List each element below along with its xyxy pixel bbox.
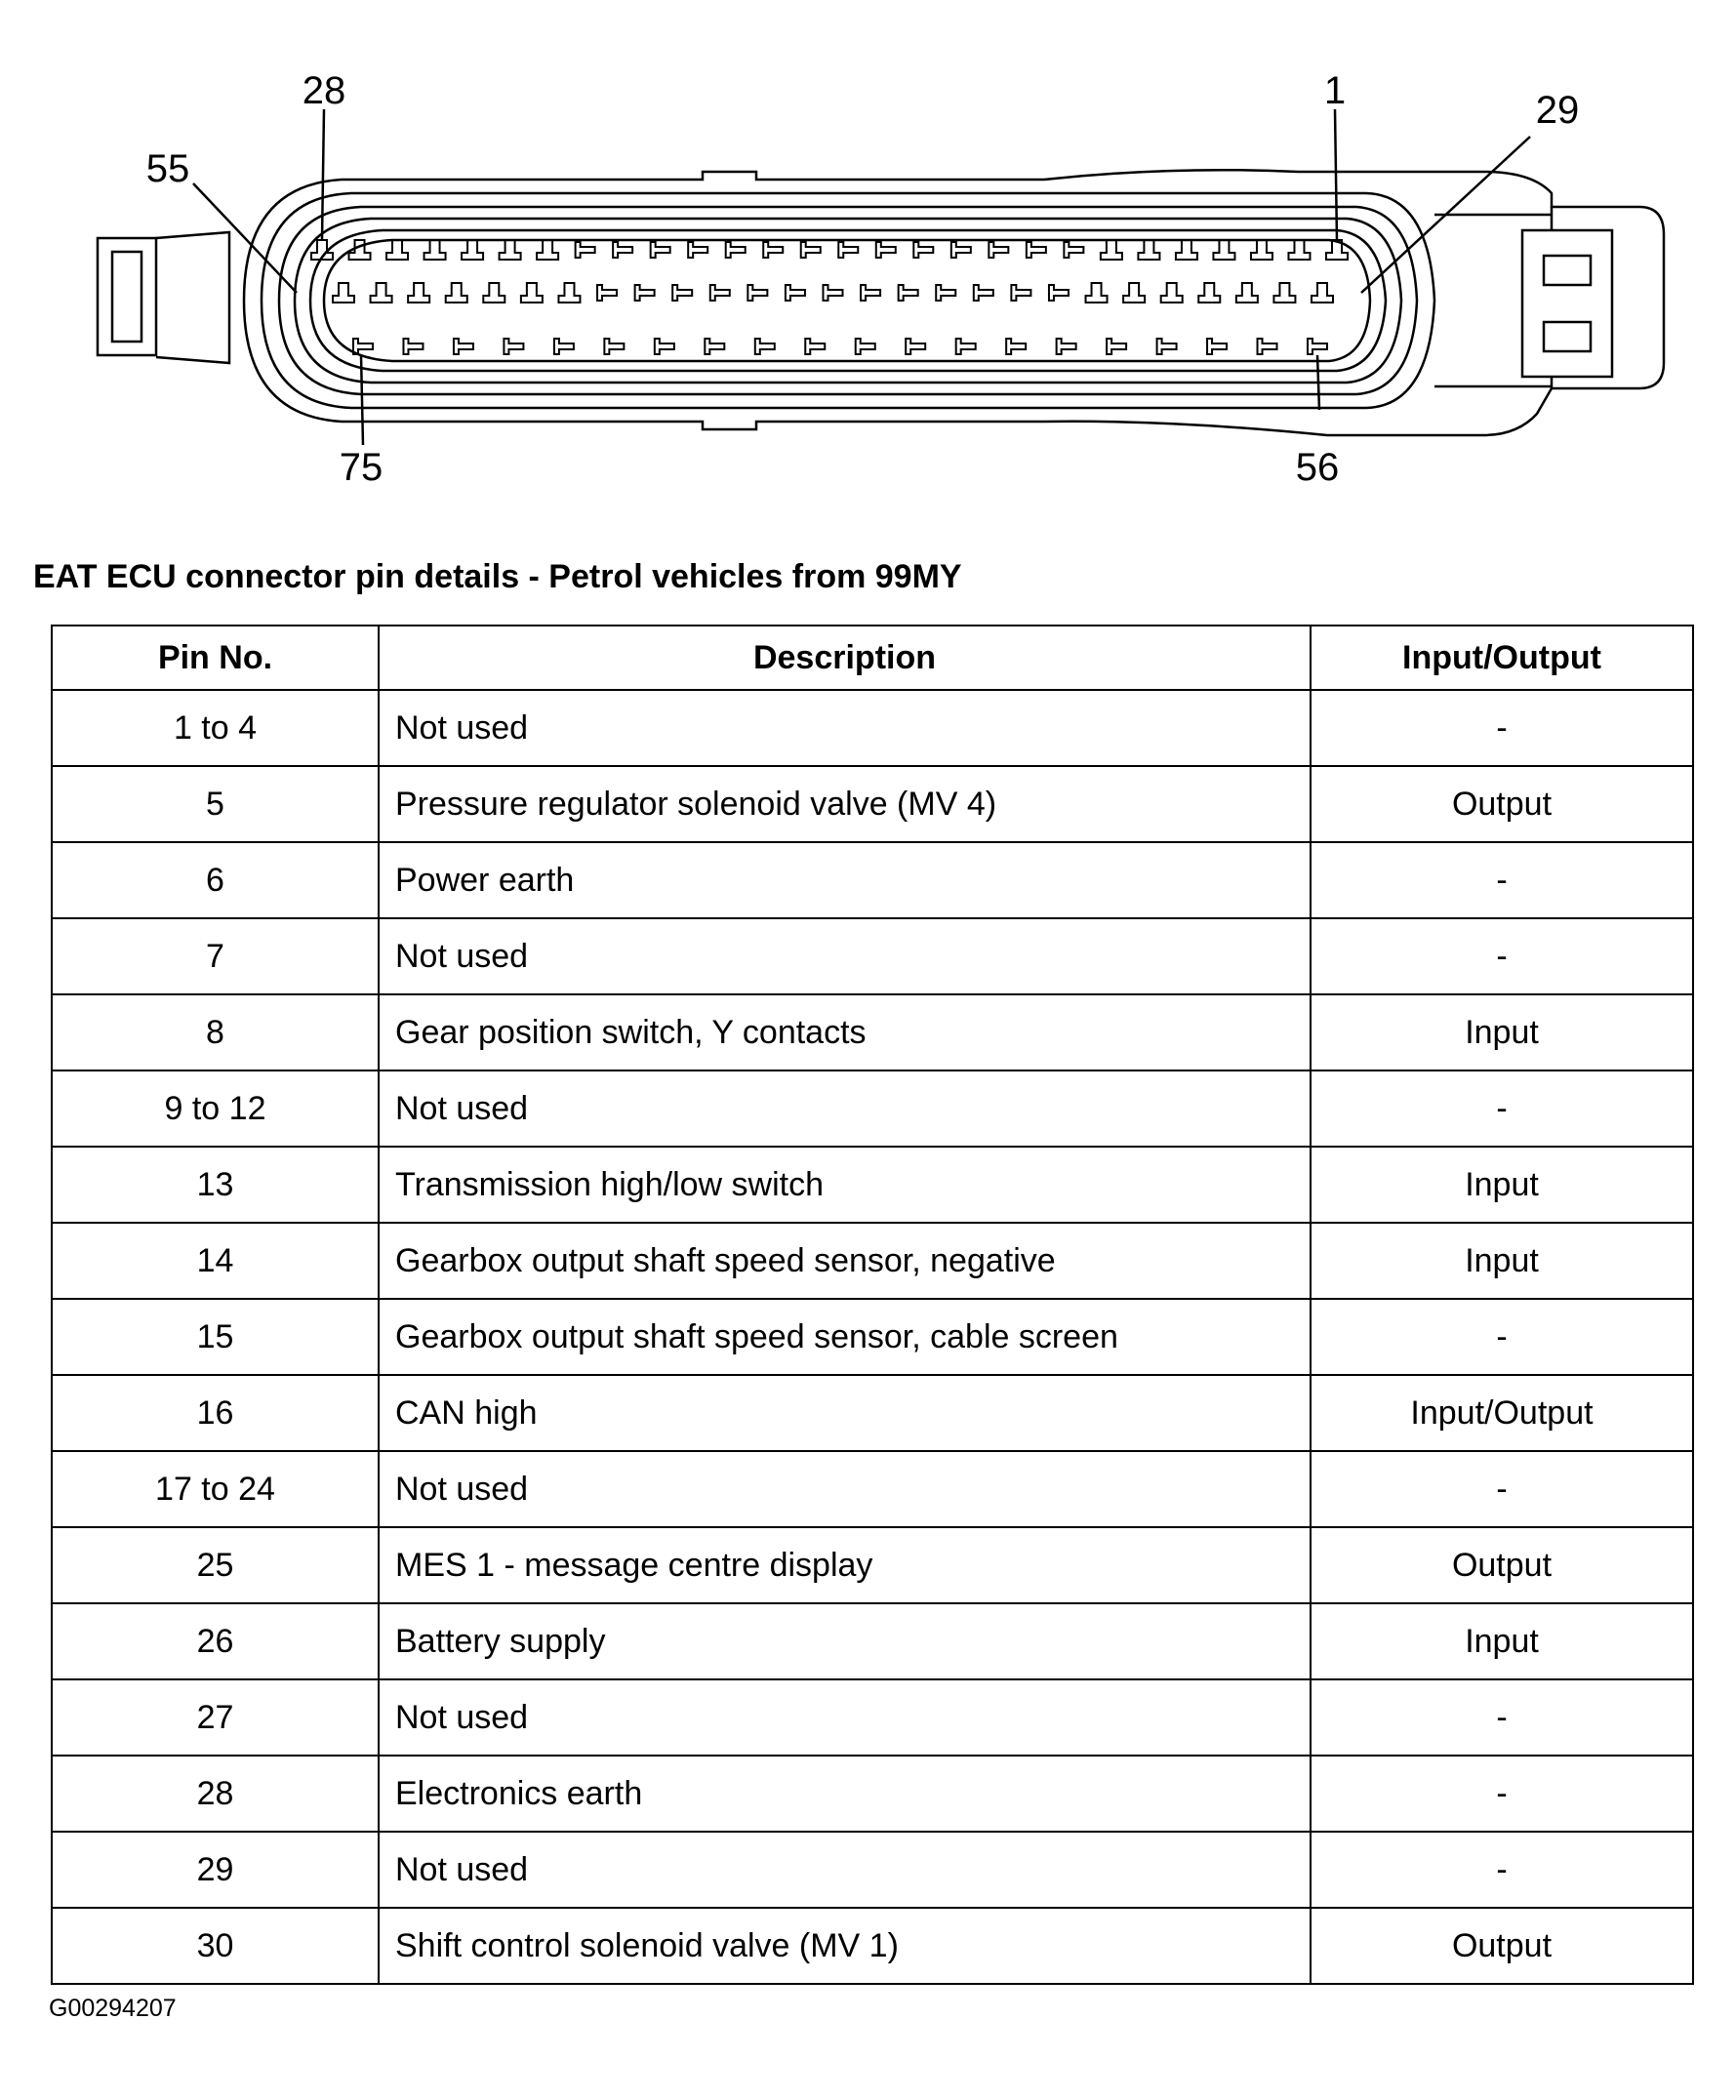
pin-terminal xyxy=(371,283,392,303)
description-cell: Electronics earth xyxy=(379,1756,1311,1832)
pin-terminal xyxy=(956,339,976,354)
table-body xyxy=(52,690,1693,1984)
table-row xyxy=(52,1070,1693,1147)
input-output-cell: Input xyxy=(1311,1147,1693,1223)
pin-terminal xyxy=(1251,240,1272,260)
pin-terminal xyxy=(913,242,933,258)
pin-number-cell: 9 to 12 xyxy=(52,1070,379,1147)
description-cell: Not used xyxy=(379,918,1311,994)
pin-number-cell: 29 xyxy=(52,1832,379,1908)
pin-terminal xyxy=(333,283,354,303)
description-cell: Gearbox output shaft speed sensor, negative xyxy=(379,1223,1311,1299)
pin-terminal xyxy=(1011,285,1030,301)
description-cell: Not used xyxy=(379,1070,1311,1147)
pin-terminal xyxy=(635,285,655,301)
header-description: Description xyxy=(379,626,1311,690)
pin-terminal xyxy=(1288,240,1310,260)
pin-terminal xyxy=(604,339,624,354)
pin-terminal xyxy=(805,339,825,354)
input-output-cell: Output xyxy=(1311,766,1693,842)
pin-terminal xyxy=(462,240,483,260)
pin-terminal xyxy=(951,242,971,258)
pin-terminal xyxy=(861,285,880,301)
pin-terminal xyxy=(763,242,783,258)
description-cell: Not used xyxy=(379,1679,1311,1756)
pin-terminal xyxy=(1027,242,1046,258)
description-cell: Not used xyxy=(379,1451,1311,1527)
pin-label-29: 29 xyxy=(1535,89,1580,132)
pin-terminal xyxy=(726,242,746,258)
pin-terminal xyxy=(876,242,896,258)
input-output-cell: Output xyxy=(1311,1527,1693,1603)
description-cell: Transmission high/low switch xyxy=(379,1147,1311,1223)
pin-number-cell: 30 xyxy=(52,1908,379,1984)
table-row xyxy=(52,1679,1693,1756)
pin-label-56: 56 xyxy=(1295,446,1340,489)
pin-terminal xyxy=(403,339,423,354)
leader-line-1 xyxy=(1335,109,1337,240)
pin-terminal xyxy=(838,242,858,258)
pin-terminal xyxy=(500,240,521,260)
pin-terminal xyxy=(899,285,918,301)
input-output-cell: Input/Output xyxy=(1311,1375,1693,1451)
pin-label-1: 1 xyxy=(1323,69,1347,112)
pin-number-cell: 5 xyxy=(52,766,379,842)
input-output-cell: Input xyxy=(1311,1603,1693,1679)
figure-id: G00294207 xyxy=(49,1995,177,2022)
pin-terminal xyxy=(454,339,473,354)
pin-terminal xyxy=(1064,242,1083,258)
pin-terminal xyxy=(1157,339,1177,354)
pin-number-cell: 1 to 4 xyxy=(52,690,379,766)
pin-terminal xyxy=(1123,283,1145,303)
pin-details-table xyxy=(51,625,1694,1985)
pin-terminal xyxy=(974,285,993,301)
table-row xyxy=(52,766,1693,842)
pin-terminal xyxy=(1006,339,1026,354)
pin-terminal xyxy=(386,240,408,260)
header-input-output: Input/Output xyxy=(1311,626,1693,690)
pin-terminal xyxy=(353,339,373,354)
pin-terminal xyxy=(710,285,730,301)
pin-terminal xyxy=(483,283,505,303)
table-row xyxy=(52,994,1693,1070)
table-row xyxy=(52,1832,1693,1908)
pin-terminal xyxy=(651,242,670,258)
pin-terminal xyxy=(856,339,875,354)
pin-number-cell: 6 xyxy=(52,842,379,918)
pin-terminal xyxy=(1138,240,1159,260)
pin-terminal xyxy=(597,285,617,301)
pin-terminal xyxy=(408,283,429,303)
page-title: EAT ECU connector pin details - Petrol vehicles from 99MY xyxy=(33,558,962,595)
input-output-cell: - xyxy=(1311,1679,1693,1756)
pin-terminal xyxy=(554,339,574,354)
pin-terminal xyxy=(1198,283,1220,303)
pin-label-28: 28 xyxy=(302,69,346,112)
pin-terminal xyxy=(613,242,632,258)
pin-number-cell: 15 xyxy=(52,1299,379,1375)
pin-terminal xyxy=(424,240,446,260)
pin-terminal xyxy=(537,240,558,260)
left-latch xyxy=(98,238,156,355)
pin-terminal xyxy=(1057,339,1076,354)
pin-terminal xyxy=(801,242,821,258)
pin-terminal xyxy=(1176,240,1197,260)
table-row xyxy=(52,1908,1693,1984)
pin-terminal xyxy=(655,339,674,354)
pin-terminal xyxy=(688,242,707,258)
description-cell: MES 1 - message centre display xyxy=(379,1527,1311,1603)
pin-number-cell: 28 xyxy=(52,1756,379,1832)
table-header-row xyxy=(52,626,1693,690)
pin-number-cell: 7 xyxy=(52,918,379,994)
pin-terminal xyxy=(906,339,925,354)
description-cell: Power earth xyxy=(379,842,1311,918)
input-output-cell: - xyxy=(1311,1070,1693,1147)
right-lock xyxy=(1522,230,1612,377)
pin-terminal xyxy=(747,285,767,301)
pin-terminal xyxy=(1312,283,1333,303)
input-output-cell: - xyxy=(1311,1299,1693,1375)
pin-number-cell: 27 xyxy=(52,1679,379,1756)
description-cell: Not used xyxy=(379,1832,1311,1908)
header-pin-no: Pin No. xyxy=(52,626,379,690)
pin-terminal xyxy=(989,242,1008,258)
pin-terminal xyxy=(1086,283,1108,303)
input-output-cell: - xyxy=(1311,842,1693,918)
table-row xyxy=(52,1147,1693,1223)
table-row xyxy=(52,1223,1693,1299)
pin-label-75: 75 xyxy=(339,446,384,489)
pin-terminal xyxy=(1107,339,1126,354)
leader-line-28 xyxy=(322,109,324,240)
pin-label-55: 55 xyxy=(145,147,190,190)
pin-number-cell: 26 xyxy=(52,1603,379,1679)
pin-number-cell: 14 xyxy=(52,1223,379,1299)
connector-diagram xyxy=(0,0,1736,527)
pin-terminal xyxy=(1213,240,1234,260)
pin-terminal xyxy=(521,283,543,303)
input-output-cell: Input xyxy=(1311,1223,1693,1299)
pin-terminal xyxy=(1049,285,1069,301)
pin-terminal xyxy=(1161,283,1183,303)
pin-terminal xyxy=(755,339,775,354)
table-row xyxy=(52,1756,1693,1832)
pin-terminal xyxy=(1101,240,1122,260)
input-output-cell: - xyxy=(1311,690,1693,766)
pin-terminal xyxy=(672,285,692,301)
pin-number-cell: 8 xyxy=(52,994,379,1070)
pin-terminal xyxy=(824,285,843,301)
description-cell: Battery supply xyxy=(379,1603,1311,1679)
pin-terminal xyxy=(936,285,955,301)
description-cell: CAN high xyxy=(379,1375,1311,1451)
input-output-cell: Input xyxy=(1311,994,1693,1070)
pin-terminal xyxy=(576,242,595,258)
input-output-cell: - xyxy=(1311,1832,1693,1908)
description-cell: Pressure regulator solenoid valve (MV 4) xyxy=(379,766,1311,842)
pin-terminal xyxy=(1308,339,1327,354)
table-row xyxy=(52,842,1693,918)
description-cell: Gearbox output shaft speed sensor, cable screen xyxy=(379,1299,1311,1375)
pin-number-cell: 17 to 24 xyxy=(52,1451,379,1527)
table-row xyxy=(52,918,1693,994)
pin-terminal xyxy=(786,285,805,301)
table-row xyxy=(52,690,1693,766)
table-row xyxy=(52,1375,1693,1451)
pin-number-cell: 25 xyxy=(52,1527,379,1603)
description-cell: Shift control solenoid valve (MV 1) xyxy=(379,1908,1311,1984)
input-output-cell: Output xyxy=(1311,1908,1693,1984)
pin-terminal xyxy=(504,339,523,354)
leader-line-56 xyxy=(1317,355,1319,410)
pin-terminal xyxy=(1207,339,1227,354)
input-output-cell: - xyxy=(1311,1451,1693,1527)
description-cell: Not used xyxy=(379,690,1311,766)
pin-terminal xyxy=(1258,339,1277,354)
table-row xyxy=(52,1527,1693,1603)
pin-number-cell: 16 xyxy=(52,1375,379,1451)
table-row xyxy=(52,1603,1693,1679)
pin-terminal xyxy=(1236,283,1258,303)
pin-terminal xyxy=(705,339,724,354)
pin-number-cell: 13 xyxy=(52,1147,379,1223)
table-row xyxy=(52,1451,1693,1527)
description-cell: Gear position switch, Y contacts xyxy=(379,994,1311,1070)
input-output-cell: - xyxy=(1311,1756,1693,1832)
pin-terminal xyxy=(1273,283,1295,303)
pin-terminal xyxy=(558,283,580,303)
input-output-cell: - xyxy=(1311,918,1693,994)
table-row xyxy=(52,1299,1693,1375)
connector-pins xyxy=(311,240,1348,354)
pin-terminal xyxy=(446,283,467,303)
